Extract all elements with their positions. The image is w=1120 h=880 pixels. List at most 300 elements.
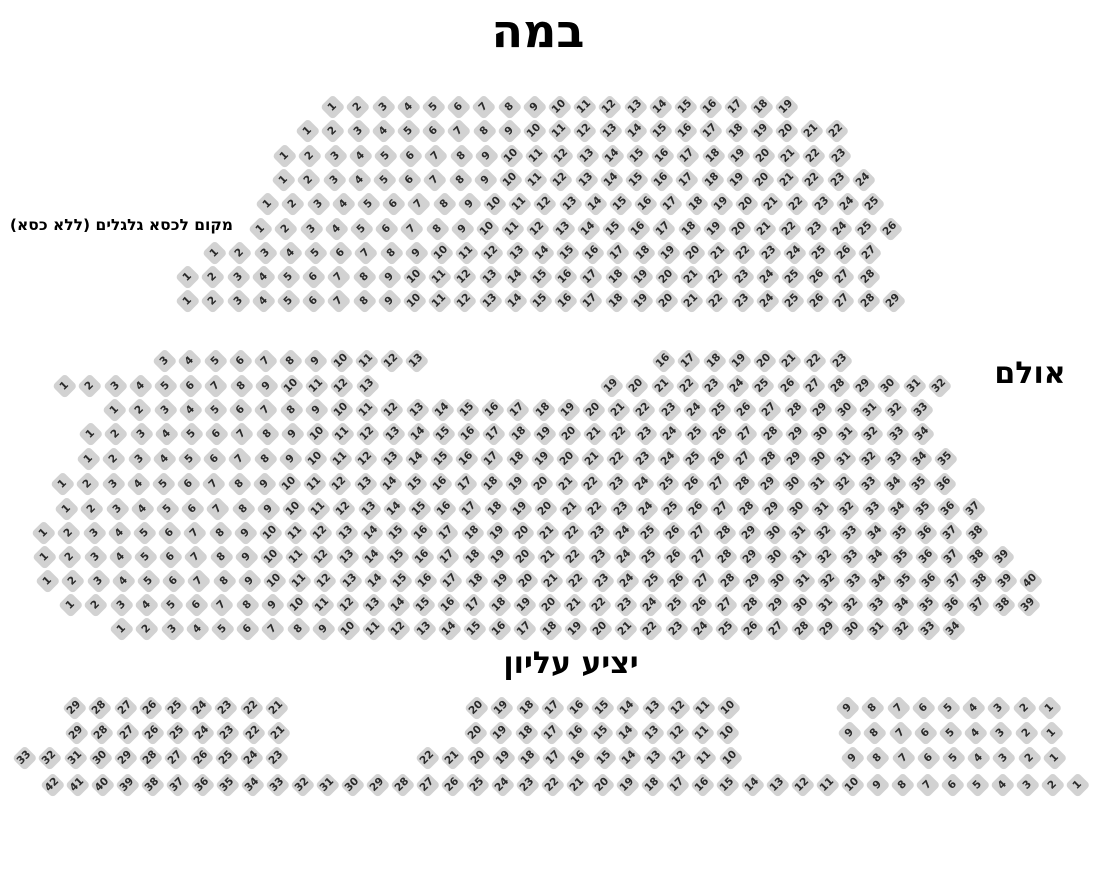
seat[interactable]: [803, 217, 828, 242]
seat[interactable]: [891, 617, 916, 642]
seat[interactable]: [249, 217, 274, 242]
seat[interactable]: [714, 593, 739, 618]
seat[interactable]: [472, 119, 497, 144]
seat[interactable]: [732, 241, 757, 266]
seat[interactable]: [789, 545, 814, 570]
seat[interactable]: [685, 497, 710, 522]
seat[interactable]: [641, 773, 666, 798]
seat[interactable]: [733, 398, 758, 423]
seat[interactable]: [528, 265, 553, 290]
seat[interactable]: [281, 192, 306, 217]
seat[interactable]: [226, 289, 251, 314]
seat[interactable]: [189, 696, 214, 721]
seat[interactable]: [346, 119, 371, 144]
seat[interactable]: [497, 95, 522, 120]
seat[interactable]: [762, 521, 787, 546]
seat[interactable]: [778, 217, 803, 242]
seat[interactable]: [229, 398, 254, 423]
seat[interactable]: [382, 497, 407, 522]
seat[interactable]: [107, 521, 132, 546]
seat[interactable]: [355, 374, 380, 399]
seat[interactable]: [1014, 721, 1039, 746]
seat[interactable]: [750, 168, 775, 193]
seat[interactable]: [574, 168, 599, 193]
seat[interactable]: [410, 521, 435, 546]
seat[interactable]: [327, 265, 352, 290]
seat[interactable]: [216, 721, 241, 746]
seat[interactable]: [730, 265, 755, 290]
seat[interactable]: [600, 374, 625, 399]
seat[interactable]: [629, 289, 654, 314]
seat[interactable]: [152, 447, 177, 472]
seat[interactable]: [941, 617, 966, 642]
seat[interactable]: [835, 422, 860, 447]
seat[interactable]: [1041, 773, 1066, 798]
seat[interactable]: [783, 398, 808, 423]
seat[interactable]: [58, 545, 83, 570]
seat[interactable]: [776, 168, 801, 193]
seat[interactable]: [151, 472, 176, 497]
seat[interactable]: [80, 497, 105, 522]
seat[interactable]: [1066, 773, 1091, 798]
seat[interactable]: [738, 545, 763, 570]
seat[interactable]: [322, 168, 347, 193]
seat[interactable]: [785, 192, 810, 217]
seat[interactable]: [776, 374, 801, 399]
seat[interactable]: [272, 168, 297, 193]
seat[interactable]: [666, 569, 691, 594]
seat[interactable]: [57, 521, 82, 546]
seat[interactable]: [329, 447, 354, 472]
seat[interactable]: [202, 472, 227, 497]
seat[interactable]: [514, 569, 539, 594]
seat[interactable]: [716, 773, 741, 798]
seat[interactable]: [789, 593, 814, 618]
seat[interactable]: [129, 422, 154, 447]
seat[interactable]: [615, 721, 640, 746]
seat[interactable]: [33, 545, 58, 570]
seat[interactable]: [726, 374, 751, 399]
seat[interactable]: [512, 593, 537, 618]
seat[interactable]: [464, 721, 489, 746]
seat[interactable]: [726, 144, 751, 169]
seat[interactable]: [807, 472, 832, 497]
seat[interactable]: [716, 721, 741, 746]
seat[interactable]: [41, 773, 66, 798]
seat[interactable]: [483, 497, 508, 522]
seat[interactable]: [386, 593, 411, 618]
seat[interactable]: [732, 447, 757, 472]
seat[interactable]: [598, 119, 623, 144]
seat[interactable]: [306, 192, 331, 217]
seat[interactable]: [713, 545, 738, 570]
seat[interactable]: [61, 569, 86, 594]
seat[interactable]: [462, 617, 487, 642]
seat[interactable]: [549, 168, 574, 193]
seat[interactable]: [808, 398, 833, 423]
seat[interactable]: [185, 593, 210, 618]
seat[interactable]: [962, 497, 987, 522]
seat[interactable]: [230, 422, 255, 447]
seat[interactable]: [439, 569, 464, 594]
seat[interactable]: [801, 374, 826, 399]
seat[interactable]: [588, 593, 613, 618]
seat[interactable]: [866, 746, 891, 771]
seat[interactable]: [782, 241, 807, 266]
seat[interactable]: [505, 241, 530, 266]
seat[interactable]: [130, 497, 155, 522]
seat[interactable]: [885, 422, 910, 447]
seat[interactable]: [480, 447, 505, 472]
seat[interactable]: [791, 773, 816, 798]
seat[interactable]: [465, 696, 490, 721]
seat[interactable]: [612, 545, 637, 570]
seat[interactable]: [303, 472, 328, 497]
seat[interactable]: [567, 746, 592, 771]
seat[interactable]: [623, 95, 648, 120]
seat[interactable]: [758, 398, 783, 423]
seat[interactable]: [616, 773, 641, 798]
seat[interactable]: [478, 289, 503, 314]
seat[interactable]: [86, 569, 111, 594]
seat[interactable]: [491, 746, 516, 771]
seat[interactable]: [83, 545, 108, 570]
seat[interactable]: [235, 593, 260, 618]
seat[interactable]: [892, 569, 917, 594]
seat[interactable]: [674, 119, 699, 144]
seat[interactable]: [916, 773, 941, 798]
seat[interactable]: [234, 545, 259, 570]
seat[interactable]: [598, 95, 623, 120]
seat[interactable]: [856, 265, 881, 290]
seat[interactable]: [889, 545, 914, 570]
seat[interactable]: [375, 217, 400, 242]
seat[interactable]: [499, 144, 524, 169]
seat[interactable]: [209, 545, 234, 570]
seat[interactable]: [634, 192, 659, 217]
seat[interactable]: [302, 265, 327, 290]
seat[interactable]: [321, 119, 346, 144]
seat[interactable]: [809, 422, 834, 447]
seat[interactable]: [902, 374, 927, 399]
seat[interactable]: [424, 144, 449, 169]
seat[interactable]: [141, 773, 166, 798]
seat[interactable]: [832, 472, 857, 497]
seat[interactable]: [629, 265, 654, 290]
seat[interactable]: [1017, 746, 1042, 771]
seat[interactable]: [1018, 569, 1043, 594]
seat[interactable]: [153, 374, 178, 399]
seat[interactable]: [705, 289, 730, 314]
seat[interactable]: [479, 472, 504, 497]
seat[interactable]: [655, 472, 680, 497]
seat[interactable]: [231, 497, 256, 522]
seat[interactable]: [662, 521, 687, 546]
seat[interactable]: [663, 545, 688, 570]
seat[interactable]: [941, 773, 966, 798]
seat[interactable]: [380, 398, 405, 423]
seat[interactable]: [806, 289, 831, 314]
seat[interactable]: [864, 545, 889, 570]
seat[interactable]: [116, 773, 141, 798]
seat[interactable]: [503, 289, 528, 314]
seat[interactable]: [506, 398, 531, 423]
seat[interactable]: [910, 422, 935, 447]
seat[interactable]: [867, 569, 892, 594]
seat[interactable]: [501, 217, 526, 242]
seat[interactable]: [253, 349, 278, 374]
seat[interactable]: [462, 593, 487, 618]
seat[interactable]: [379, 447, 404, 472]
seat[interactable]: [258, 521, 283, 546]
seat[interactable]: [965, 545, 990, 570]
seat[interactable]: [879, 217, 904, 242]
seat[interactable]: [856, 289, 881, 314]
seat[interactable]: [184, 545, 209, 570]
seat[interactable]: [807, 241, 832, 266]
seat[interactable]: [285, 593, 310, 618]
seat[interactable]: [687, 521, 712, 546]
seat[interactable]: [701, 144, 726, 169]
seat[interactable]: [36, 569, 61, 594]
seat[interactable]: [458, 497, 483, 522]
seat[interactable]: [648, 95, 673, 120]
seat[interactable]: [559, 497, 584, 522]
seat[interactable]: [255, 422, 280, 447]
seat[interactable]: [753, 217, 778, 242]
seat[interactable]: [508, 192, 533, 217]
seat[interactable]: [448, 168, 473, 193]
seat[interactable]: [631, 241, 656, 266]
seat[interactable]: [377, 289, 402, 314]
seat[interactable]: [159, 593, 184, 618]
seat[interactable]: [640, 721, 665, 746]
seat[interactable]: [601, 217, 626, 242]
seat[interactable]: [303, 447, 328, 472]
seat[interactable]: [565, 696, 590, 721]
seat[interactable]: [441, 773, 466, 798]
seat[interactable]: [110, 617, 135, 642]
seat[interactable]: [690, 721, 715, 746]
seat[interactable]: [126, 472, 151, 497]
seat[interactable]: [604, 289, 629, 314]
seat[interactable]: [464, 569, 489, 594]
seat[interactable]: [583, 422, 608, 447]
seat[interactable]: [863, 521, 888, 546]
seat[interactable]: [689, 617, 714, 642]
seat[interactable]: [616, 696, 641, 721]
seat[interactable]: [927, 374, 952, 399]
seat[interactable]: [178, 349, 203, 374]
seat[interactable]: [765, 617, 790, 642]
seat[interactable]: [751, 374, 776, 399]
seat[interactable]: [634, 497, 659, 522]
seat[interactable]: [407, 192, 432, 217]
seat[interactable]: [346, 95, 371, 120]
seat[interactable]: [363, 569, 388, 594]
seat[interactable]: [810, 192, 835, 217]
seat[interactable]: [32, 521, 57, 546]
seat[interactable]: [558, 192, 583, 217]
seat[interactable]: [382, 192, 407, 217]
seat[interactable]: [677, 349, 702, 374]
seat[interactable]: [466, 773, 491, 798]
seat[interactable]: [659, 497, 684, 522]
seat[interactable]: [460, 521, 485, 546]
seat[interactable]: [751, 144, 776, 169]
seat[interactable]: [756, 472, 781, 497]
seat[interactable]: [264, 696, 289, 721]
seat[interactable]: [886, 696, 911, 721]
seat[interactable]: [480, 241, 505, 266]
seat[interactable]: [204, 374, 229, 399]
seat[interactable]: [416, 773, 441, 798]
seat[interactable]: [128, 398, 153, 423]
seat[interactable]: [861, 696, 886, 721]
seat[interactable]: [447, 95, 472, 120]
seat[interactable]: [556, 398, 581, 423]
seat[interactable]: [178, 398, 203, 423]
seat[interactable]: [488, 617, 513, 642]
seat[interactable]: [968, 569, 993, 594]
seat[interactable]: [208, 521, 233, 546]
seat[interactable]: [564, 721, 589, 746]
seat[interactable]: [153, 398, 178, 423]
seat[interactable]: [615, 569, 640, 594]
seat[interactable]: [331, 422, 356, 447]
seat[interactable]: [66, 773, 91, 798]
seat[interactable]: [252, 472, 277, 497]
seat[interactable]: [414, 569, 439, 594]
seat[interactable]: [428, 265, 453, 290]
seat[interactable]: [115, 721, 140, 746]
seat[interactable]: [737, 521, 762, 546]
seat[interactable]: [59, 593, 84, 618]
seat[interactable]: [357, 497, 382, 522]
seat[interactable]: [341, 773, 366, 798]
seat[interactable]: [437, 617, 462, 642]
seat[interactable]: [757, 241, 782, 266]
seat[interactable]: [281, 497, 306, 522]
seat[interactable]: [749, 119, 774, 144]
seat[interactable]: [402, 265, 427, 290]
seat[interactable]: [579, 289, 604, 314]
seat[interactable]: [537, 593, 562, 618]
seat[interactable]: [108, 545, 133, 570]
seat[interactable]: [741, 569, 766, 594]
seat[interactable]: [888, 521, 913, 546]
seat[interactable]: [354, 349, 379, 374]
seat[interactable]: [752, 349, 777, 374]
seat[interactable]: [785, 497, 810, 522]
seat[interactable]: [838, 721, 863, 746]
seat[interactable]: [575, 144, 600, 169]
seat[interactable]: [288, 569, 313, 594]
seat[interactable]: [828, 217, 853, 242]
seat[interactable]: [472, 95, 497, 120]
seat[interactable]: [962, 696, 987, 721]
seat[interactable]: [658, 422, 683, 447]
seat[interactable]: [710, 497, 735, 522]
seat[interactable]: [88, 746, 113, 771]
seat[interactable]: [279, 374, 304, 399]
seat[interactable]: [185, 617, 210, 642]
seat[interactable]: [331, 192, 356, 217]
seat[interactable]: [404, 447, 429, 472]
seat[interactable]: [625, 374, 650, 399]
seat[interactable]: [700, 168, 725, 193]
seat[interactable]: [613, 593, 638, 618]
seat[interactable]: [825, 119, 850, 144]
seat[interactable]: [203, 349, 228, 374]
seat[interactable]: [296, 119, 321, 144]
seat[interactable]: [113, 746, 138, 771]
seat[interactable]: [714, 617, 739, 642]
seat[interactable]: [384, 521, 409, 546]
seat[interactable]: [606, 447, 631, 472]
seat[interactable]: [400, 217, 425, 242]
seat[interactable]: [651, 144, 676, 169]
seat[interactable]: [361, 593, 386, 618]
seat[interactable]: [576, 217, 601, 242]
seat[interactable]: [349, 217, 374, 242]
seat[interactable]: [135, 617, 160, 642]
seat[interactable]: [103, 398, 128, 423]
seat[interactable]: [591, 696, 616, 721]
seat[interactable]: [228, 349, 253, 374]
seat[interactable]: [681, 241, 706, 266]
seat[interactable]: [790, 617, 815, 642]
seat[interactable]: [402, 289, 427, 314]
seat[interactable]: [777, 144, 802, 169]
seat[interactable]: [237, 569, 262, 594]
seat[interactable]: [657, 398, 682, 423]
seat[interactable]: [256, 192, 281, 217]
seat[interactable]: [816, 773, 841, 798]
seat[interactable]: [652, 349, 677, 374]
seat[interactable]: [909, 398, 934, 423]
seat[interactable]: [253, 241, 278, 266]
seat[interactable]: [103, 374, 128, 399]
seat[interactable]: [989, 721, 1014, 746]
seat[interactable]: [1016, 593, 1041, 618]
seat[interactable]: [51, 472, 76, 497]
seat[interactable]: [859, 398, 884, 423]
seat[interactable]: [274, 217, 299, 242]
seat[interactable]: [421, 95, 446, 120]
seat[interactable]: [285, 545, 310, 570]
seat[interactable]: [540, 696, 565, 721]
seat[interactable]: [941, 593, 966, 618]
seat[interactable]: [203, 241, 228, 266]
seat[interactable]: [841, 773, 866, 798]
seat[interactable]: [659, 192, 684, 217]
seat[interactable]: [741, 773, 766, 798]
seat[interactable]: [528, 289, 553, 314]
seat[interactable]: [801, 168, 826, 193]
seat[interactable]: [311, 593, 336, 618]
seat[interactable]: [429, 241, 454, 266]
seat[interactable]: [1039, 721, 1064, 746]
seat[interactable]: [691, 773, 716, 798]
seat[interactable]: [555, 241, 580, 266]
seat[interactable]: [239, 746, 264, 771]
seat[interactable]: [633, 422, 658, 447]
seat[interactable]: [863, 721, 888, 746]
seat[interactable]: [433, 497, 458, 522]
seat[interactable]: [992, 746, 1017, 771]
seat[interactable]: [630, 472, 655, 497]
